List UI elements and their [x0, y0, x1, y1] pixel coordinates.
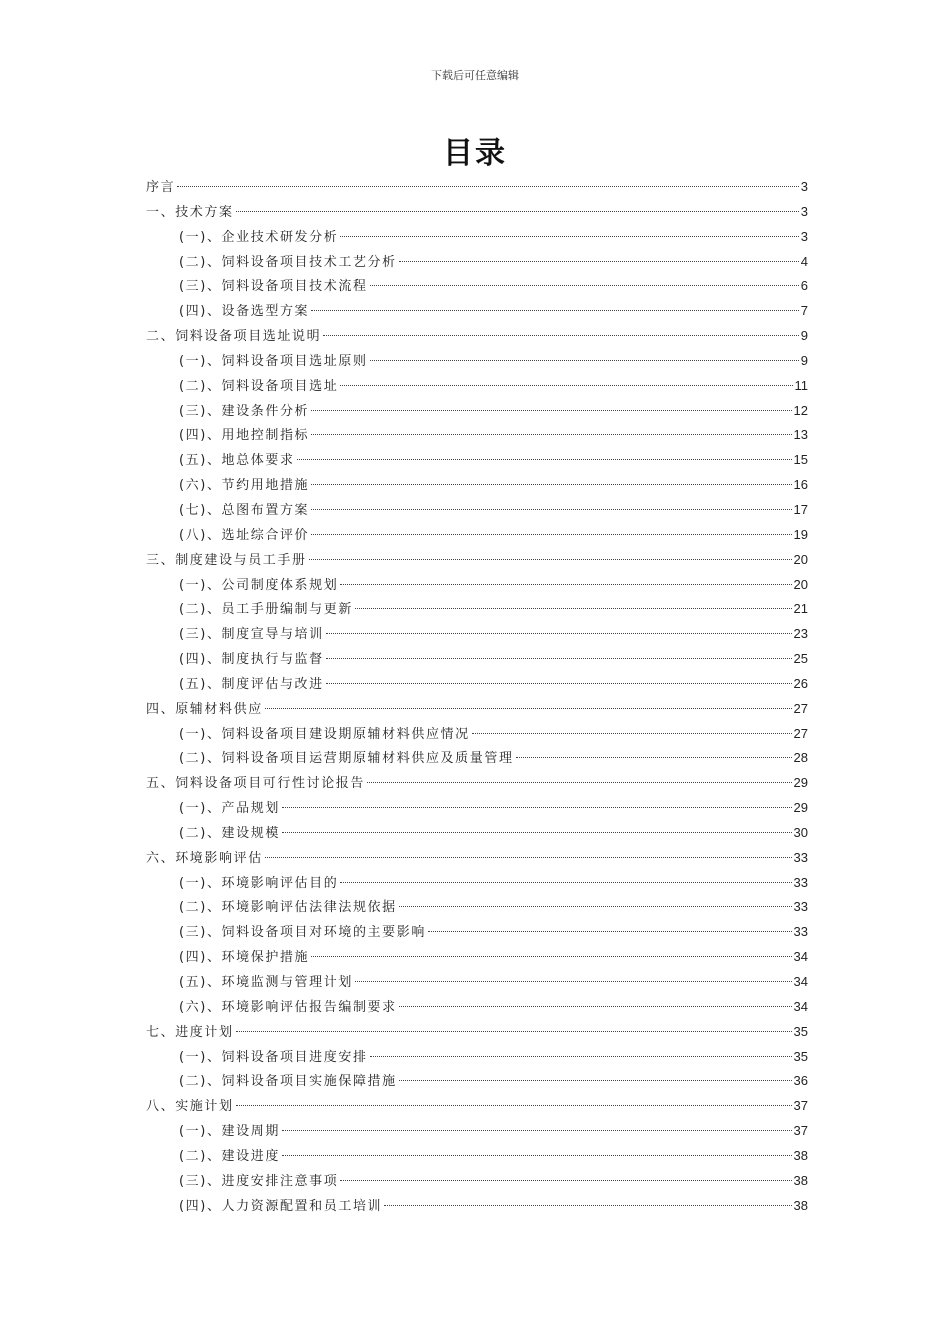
toc-page-number: 25 — [793, 651, 808, 667]
toc-dot-leader — [384, 1205, 791, 1206]
toc-entry[interactable] — [146, 722, 808, 747]
toc-dot-leader — [340, 385, 792, 386]
toc-entry-label: (二)、饲料设备项目实施保障措施 — [179, 1074, 397, 1090]
toc-dot-leader — [311, 484, 791, 485]
toc-entry-label: (一)、饲料设备项目进度安排 — [179, 1049, 368, 1065]
toc-dot-leader — [282, 807, 792, 808]
toc-entry[interactable] — [146, 697, 808, 722]
toc-dot-leader — [236, 1105, 792, 1106]
toc-page-number: 27 — [793, 725, 808, 741]
toc-entry[interactable] — [146, 622, 808, 647]
toc-page-number: 29 — [793, 775, 808, 791]
toc-dot-leader — [282, 1155, 792, 1156]
toc-entry-label: 五、饲料设备项目可行性讨论报告 — [146, 776, 366, 792]
toc-entry-label: (二)、建设进度 — [179, 1148, 280, 1164]
toc-page-number: 20 — [793, 576, 808, 592]
toc-dot-leader — [311, 534, 791, 535]
toc-dot-leader — [355, 608, 792, 609]
toc-entry-label: 一、技术方案 — [146, 204, 234, 220]
toc-dot-leader — [236, 211, 799, 212]
toc-entry-label: (四)、设备选型方案 — [179, 304, 310, 320]
toc-entry[interactable] — [146, 1020, 808, 1045]
toc-page-number: 36 — [793, 1073, 808, 1089]
toc-entry[interactable] — [146, 821, 808, 846]
toc-page-number: 19 — [793, 526, 808, 542]
toc-page-number: 37 — [793, 1098, 808, 1114]
toc-page-number: 33 — [793, 849, 808, 865]
toc-dot-leader — [282, 1130, 792, 1131]
toc-entry[interactable] — [146, 1119, 808, 1144]
toc-page-number: 7 — [800, 303, 808, 319]
toc-dot-leader — [399, 1080, 792, 1081]
toc-dot-leader — [370, 1056, 792, 1057]
toc-dot-leader — [370, 360, 799, 361]
toc-dot-leader — [340, 584, 791, 585]
toc-page-number: 37 — [793, 1123, 808, 1139]
toc-dot-leader — [399, 906, 792, 907]
toc-dot-leader — [326, 633, 792, 634]
toc-entry-label: (五)、地总体要求 — [179, 453, 295, 469]
toc-page-number: 6 — [800, 278, 808, 294]
toc-entry-label: (一)、环境影响评估目的 — [179, 875, 339, 891]
toc-entry[interactable] — [146, 871, 808, 896]
toc-dot-leader — [309, 559, 792, 560]
toc-page-number: 34 — [793, 974, 808, 989]
toc-entry[interactable] — [146, 1069, 808, 1094]
toc-entry-label: 序言 — [146, 180, 176, 195]
toc-entry[interactable] — [146, 573, 808, 598]
toc-page-number: 9 — [800, 328, 808, 344]
toc-dot-leader — [516, 757, 792, 758]
toc-dot-leader — [265, 708, 792, 709]
toc-dot-leader — [399, 1006, 792, 1007]
toc-entry-label: (二)、环境影响评估法律法规依据 — [179, 900, 397, 916]
toc-entry[interactable] — [146, 399, 808, 424]
toc-entry-label: (一)、产品规划 — [179, 801, 280, 817]
toc-dot-leader — [311, 434, 791, 435]
toc-entry[interactable] — [146, 448, 808, 473]
toc-page-number: 12 — [793, 402, 808, 418]
toc-entry[interactable] — [146, 1094, 808, 1119]
toc-entry-label: (一)、饲料设备项目建设期原辅材料供应情况 — [179, 726, 470, 742]
toc-dot-leader — [282, 832, 792, 833]
toc-page-number: 28 — [793, 750, 808, 766]
toc-dot-leader — [311, 509, 791, 510]
toc-entry[interactable] — [146, 274, 808, 299]
table-of-contents — [146, 175, 808, 1218]
toc-entry-label: (一)、建设周期 — [179, 1124, 280, 1140]
toc-entry[interactable] — [146, 1169, 808, 1194]
toc-page-number: 27 — [793, 700, 808, 716]
toc-entry-label: 二、饲料设备项目选址说明 — [146, 329, 322, 345]
toc-entry-label: (六)、节约用地措施 — [179, 478, 310, 494]
toc-entry-label: (四)、用地控制指标 — [179, 428, 310, 444]
toc-entry[interactable] — [146, 920, 808, 945]
toc-dot-leader — [355, 981, 792, 982]
toc-dot-leader — [236, 1031, 792, 1032]
header-note: 下载后可任意编辑 — [431, 69, 519, 82]
toc-page-number: 38 — [793, 1197, 808, 1213]
toc-entry-label: (一)、公司制度体系规划 — [179, 577, 339, 593]
toc-entry-label: (二)、建设规模 — [179, 825, 280, 841]
toc-dot-leader — [340, 1180, 791, 1181]
toc-page-number: 29 — [793, 800, 808, 816]
toc-entry[interactable] — [146, 1194, 808, 1219]
toc-entry-label: 七、进度计划 — [146, 1024, 234, 1040]
toc-entry-label: (二)、饲料设备项目运营期原辅材料供应及质量管理 — [179, 751, 514, 767]
toc-page-number: 30 — [793, 824, 808, 840]
toc-dot-leader — [326, 658, 792, 659]
toc-dot-leader — [367, 782, 792, 783]
toc-entry-label: (五)、制度评估与改进 — [179, 676, 324, 692]
toc-dot-leader — [326, 683, 792, 684]
toc-entry[interactable] — [146, 846, 808, 871]
toc-entry-label: (一)、企业技术研发分析 — [179, 229, 339, 245]
toc-entry[interactable] — [146, 1045, 808, 1070]
toc-dot-leader — [399, 261, 799, 262]
toc-entry-label: 六、环境影响评估 — [146, 850, 263, 866]
toc-page-number: 35 — [793, 1023, 808, 1039]
toc-page-number: 23 — [793, 626, 808, 642]
toc-entry-label: (三)、饲料设备项目对环境的主要影响 — [179, 925, 426, 941]
toc-entry[interactable] — [146, 324, 808, 349]
toc-entry[interactable] — [146, 895, 808, 920]
toc-entry-label: (二)、员工手册编制与更新 — [179, 602, 353, 618]
toc-entry-label: 四、原辅材料供应 — [146, 701, 263, 717]
toc-page-number: 3 — [800, 228, 808, 244]
toc-dot-leader — [323, 335, 799, 336]
toc-entry[interactable] — [146, 423, 808, 448]
toc-page-number: 38 — [793, 1147, 808, 1163]
toc-entry[interactable] — [146, 200, 808, 225]
toc-entry[interactable] — [146, 523, 808, 548]
toc-page-number: 26 — [793, 675, 808, 691]
toc-entry-label: (二)、饲料设备项目技术工艺分析 — [179, 254, 397, 270]
toc-entry[interactable] — [146, 374, 808, 399]
toc-entry-label: (四)、人力资源配置和员工培训 — [179, 1198, 383, 1214]
toc-entry-label: (三)、进度安排注意事项 — [179, 1173, 339, 1189]
toc-page-number: 21 — [793, 601, 808, 617]
toc-dot-leader — [311, 956, 791, 957]
toc-entry[interactable] — [146, 970, 808, 995]
toc-entry[interactable] — [146, 672, 808, 697]
toc-entry[interactable] — [146, 299, 808, 324]
toc-entry[interactable] — [146, 746, 808, 771]
toc-dot-leader — [311, 310, 799, 311]
toc-page-number: 9 — [800, 352, 808, 368]
toc-page-number: 3 — [800, 203, 808, 219]
toc-page-number: 33 — [793, 874, 808, 890]
toc-entry[interactable] — [146, 945, 808, 970]
toc-entry[interactable] — [146, 250, 808, 275]
toc-page-number: 17 — [793, 501, 808, 517]
toc-entry[interactable] — [146, 175, 808, 200]
toc-entry-label: (八)、选址综合评价 — [179, 527, 310, 543]
toc-entry-label: (五)、环境监测与管理计划 — [179, 975, 353, 990]
toc-page-number: 16 — [793, 477, 808, 493]
toc-page-number: 33 — [793, 924, 808, 940]
toc-entry[interactable] — [146, 771, 808, 796]
toc-page-number: 3 — [800, 179, 808, 194]
toc-dot-leader — [177, 186, 799, 187]
toc-entry[interactable] — [146, 1144, 808, 1169]
toc-entry[interactable] — [146, 597, 808, 622]
toc-entry[interactable] — [146, 225, 808, 250]
toc-entry[interactable] — [146, 473, 808, 498]
toc-entry[interactable] — [146, 647, 808, 672]
toc-dot-leader — [370, 285, 799, 286]
toc-page-number: 34 — [793, 949, 808, 965]
toc-page-number: 13 — [793, 427, 808, 443]
toc-page-number: 11 — [794, 377, 808, 393]
toc-entry-label: (四)、制度执行与监督 — [179, 652, 324, 668]
toc-entry-label: 三、制度建设与员工手册 — [146, 552, 307, 568]
toc-dot-leader — [428, 931, 792, 932]
toc-page-number: 4 — [800, 253, 808, 269]
toc-entry[interactable] — [146, 548, 808, 573]
toc-entry[interactable] — [146, 796, 808, 821]
toc-dot-leader — [297, 459, 792, 460]
toc-entry-label: (三)、制度宣导与培训 — [179, 627, 324, 643]
toc-entry[interactable] — [146, 498, 808, 523]
toc-page-number: 35 — [793, 1048, 808, 1064]
toc-page-number: 38 — [793, 1172, 808, 1188]
toc-dot-leader — [340, 882, 791, 883]
toc-entry[interactable] — [146, 349, 808, 374]
page-title: 目录 — [443, 136, 507, 171]
toc-page-number: 15 — [793, 452, 808, 468]
toc-dot-leader — [265, 857, 792, 858]
toc-page-number: 34 — [793, 998, 808, 1014]
toc-page-number: 20 — [793, 551, 808, 567]
toc-entry-label: (三)、饲料设备项目技术流程 — [179, 279, 368, 295]
toc-entry-label: (六)、环境影响评估报告编制要求 — [179, 999, 397, 1015]
toc-dot-leader — [311, 410, 791, 411]
toc-entry-label: (二)、饲料设备项目选址 — [179, 378, 339, 394]
toc-page-number: 33 — [793, 899, 808, 915]
toc-entry-label: (七)、总图布置方案 — [179, 502, 310, 518]
toc-entry-label: (一)、饲料设备项目选址原则 — [179, 353, 368, 369]
toc-entry-label: (四)、环境保护措施 — [179, 950, 310, 966]
toc-entry[interactable] — [146, 995, 808, 1020]
toc-entry-label: 八、实施计划 — [146, 1099, 234, 1115]
toc-entry-label: (三)、建设条件分析 — [179, 403, 310, 419]
toc-dot-leader — [472, 733, 792, 734]
toc-dot-leader — [340, 236, 798, 237]
